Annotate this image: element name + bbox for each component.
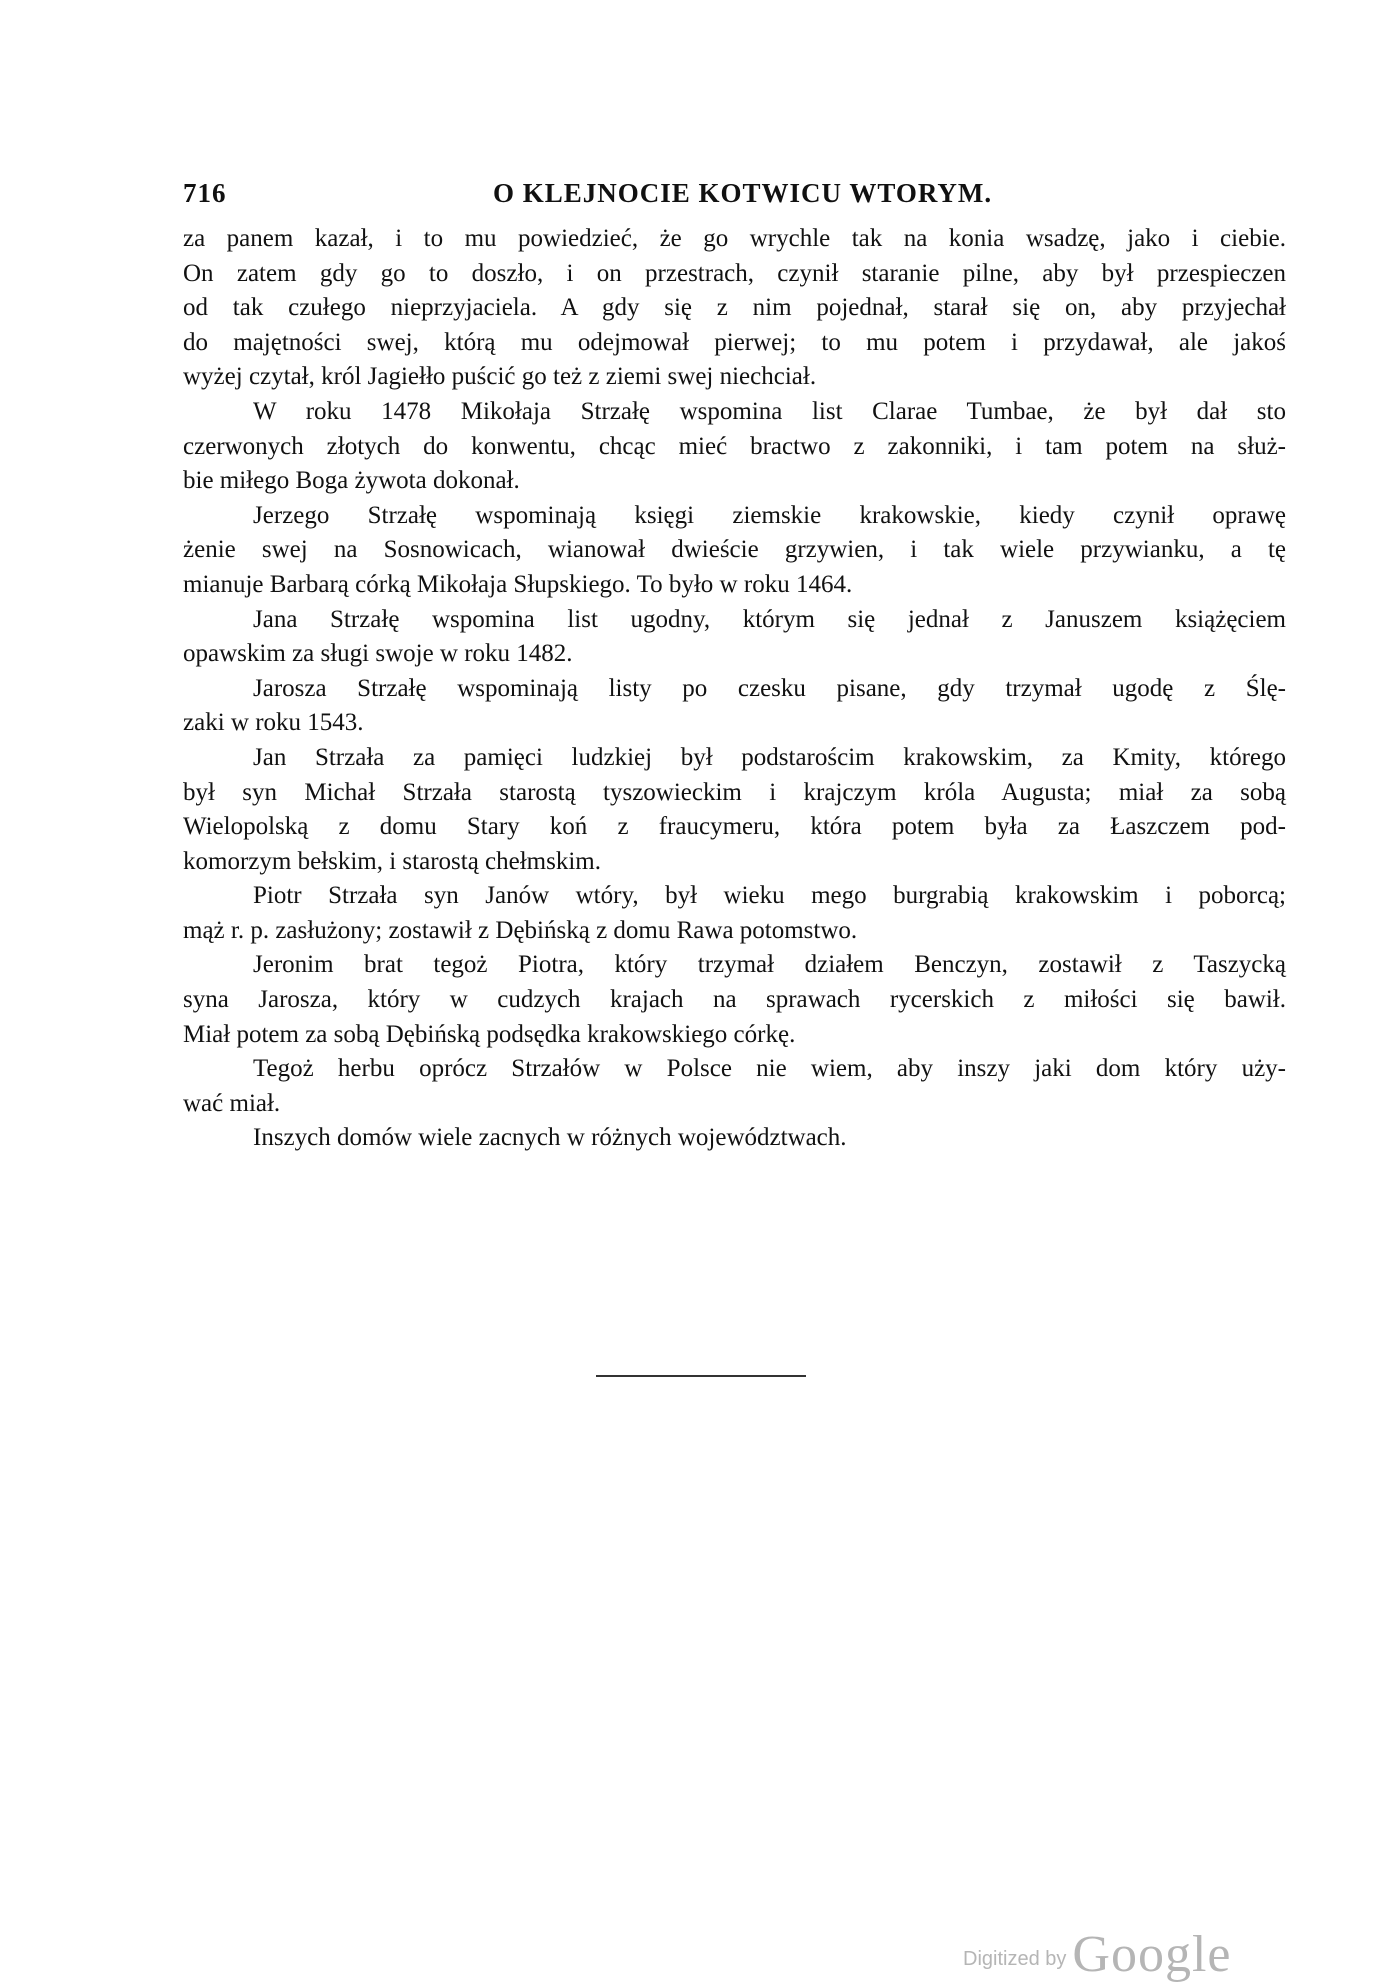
running-title: O KLEJNOCIE KOTWICU WTORYM. [493, 178, 993, 208]
page-header [183, 170, 1286, 214]
watermark-logo: Google [1072, 1926, 1232, 1983]
text-line: syna Jarosza, który w cudzych krajach na sprawach rycerskich z miłości się bawił. [183, 986, 1286, 1014]
text-line: mąż r. p. zasłużony; zostawił z Dębińską z domu Rawa potomstwo. [183, 916, 858, 944]
paragraph-start-line: Jan Strzała za pamięci ludzkiej był podstarościm krakowskim, za Kmity, którego [253, 743, 1286, 771]
paragraph-start-line: Jana Strzałę wspomina list ugodny, którym się jednał z Januszem książęciem [253, 605, 1286, 633]
text-line: Wielopolską z domu Stary koń z fraucymeru, która potem była za Łaszczem pod- [183, 813, 1286, 841]
text-line: żenie swej na Sosnowicach, wianował dwieście grzywien, i tak wiele przywianku, a tę [183, 536, 1286, 564]
text-line: mianuje Barbarą córką Mikołaja Słupskiego. To było w roku 1464. [183, 570, 853, 598]
paragraph-start-line: Tegoż herbu oprócz Strzałów w Polsce nie wiem, aby inszy jaki dom który uży- [253, 1055, 1286, 1083]
paragraph-start-line: Piotr Strzała syn Janów wtóry, był wieku mego burgrabią krakowskim i poborcą; [253, 882, 1286, 910]
text-line: Miał potem za sobą Dębińską podsędka krakowskiego córkę. [183, 1020, 796, 1048]
text-line: On zatem gdy go to doszło, i on przestrach, czynił staranie pilne, aby był przespieczen [183, 259, 1286, 287]
text-line: czerwonych złotych do konwentu, chcąc mieć bractwo z zakonniki, i tam potem na służ- [183, 432, 1286, 460]
text-line: do majętności swej, którą mu odejmował pierwej; to mu potem i przydawał, ale jakoś [183, 328, 1286, 356]
body-text [183, 222, 1286, 1156]
paragraph-start-line: Jerzego Strzałę wspominają księgi ziemskie krakowskie, kiedy czynił oprawę [253, 501, 1286, 529]
paragraph-start-line: W roku 1478 Mikołaja Strzałę wspomina list Clarae Tumbae, że był dał sto [253, 397, 1286, 425]
text-line: zaki w roku 1543. [183, 709, 364, 737]
text-line: za panem kazał, i to mu powiedzieć, że go wrychle tak na konia wsadzę, jako i ciebie. [183, 225, 1286, 252]
paragraph-start-line: Jeronim brat tegoż Piotra, który trzymał działem Benczyn, zostawił z Taszycką [253, 951, 1286, 979]
text-line: komorzym bełskim, i starostą chełmskim. [183, 847, 601, 875]
text-line: bie miłego Boga żywota dokonał. [183, 467, 520, 495]
text-line: wać miał. [183, 1089, 281, 1117]
paragraph-start-line: Inszych domów wiele zacnych w różnych województwach. [253, 1124, 847, 1152]
paragraph-start-line: Jarosza Strzałę wspominają listy po czesku pisane, gdy trzymał ugodę z Ślę- [253, 674, 1286, 702]
digitization-watermark [963, 1925, 1231, 1984]
text-line: od tak czułego nieprzyjaciela. A gdy się z nim pojednał, starał się on, aby przyjechał [183, 294, 1286, 322]
text-line: opawskim za sługi swoje w roku 1482. [183, 640, 573, 668]
section-end-rule [596, 1375, 806, 1377]
page-number: 716 [183, 178, 227, 208]
watermark-prefix: Digitized by [963, 1948, 1067, 1970]
text-line: był syn Michał Strzała starostą tyszowieckim i krajczym króla Augusta; miał za sobą [183, 778, 1286, 806]
text-line: wyżej czytał, król Jagiełło puścić go też z ziemi swej niechciał. [183, 363, 817, 391]
